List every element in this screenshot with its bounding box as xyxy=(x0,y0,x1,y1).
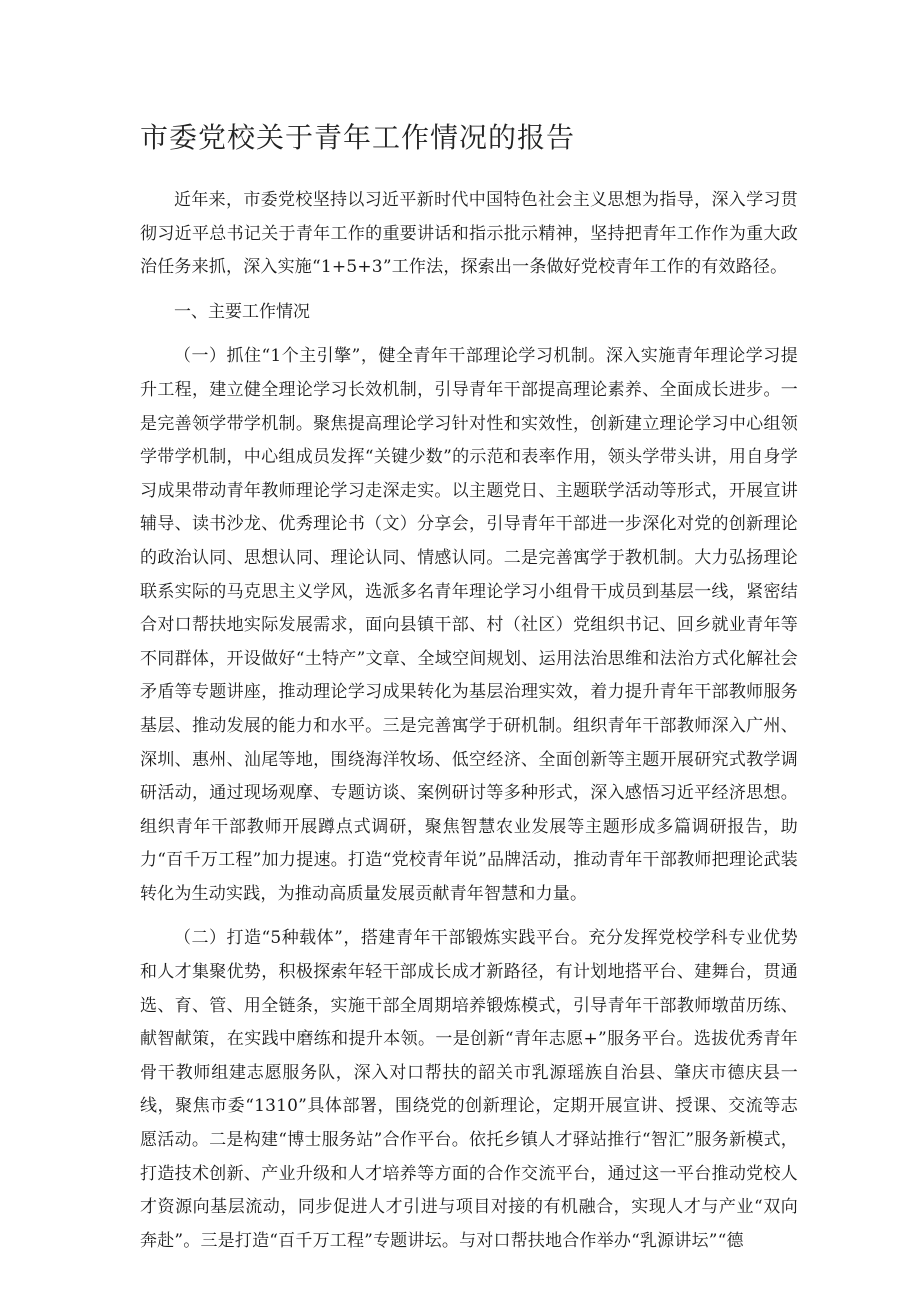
intro-paragraph: 近年来，市委党校坚持以习近平新时代中国特色社会主义思想为指导，深入学习贯彻习近平总书记关于青年工作的重要讲话和指示批示精神，坚持把青年工作作为重大政治任务来抓，深入实施“1+5+3”工作法，探索出一条做好党校青年工作的有效路径。 xyxy=(140,190,798,278)
document-title: 市委党校关于青年工作情况的报告 xyxy=(140,121,576,154)
section-heading: 一、主要工作情况 xyxy=(174,301,310,322)
paragraph-1: （一）抓住“1个主引擎”，健全青年干部理论学习机制。深入实施青年理论学习提升工程，建立健全理论学习长效机制，引导青年干部提高理论素养、全面成长进步。一是完善领学带学机制。聚焦提高理论学习针对性和实效性，创新建立理论学习中心组领学带学机制，中心组成员发挥“关键少数”的示范和表率作用，领头学带头讲，用自身学习成果带动青年教师理论学习走深走实。以主题党日、主题联学活动等形式，开展宣讲辅导、读书沙龙、优秀理论书（文）分享会，引导青年干部进一步深化对党的创新理论的政治认同、思想认同、理论认同、情感认同。二是完善寓学于教机制。大力弘扬理论联系实际的马克思主义学风，选派多名青年理论学习小组骨干成员到基层一线，紧密结合对口帮扶地实际发展需求，面向县镇干部、村（社区）党组织书记、回乡就业青年等不同群体，开设做好“土特产”文章、全域空间规划、运用法治思维和法治方式化解社会矛盾等专题讲座，推动理论学习成果转化为基层治理实效，着力提升青年干部教师服务基层、推动发展的能力和水平。三是完善寓学于研机制。组织青年干部教师深入广州、深圳、惠州、汕尾等地，围绕海洋牧场、低空经济、全面创新等主题开展研究式教学调研活动，通过现场观摩、专题访谈、案例研讨等多种形式，深入感悟习近平经济思想。组织青年干部教师开展蹲点式调研，聚焦智慧农业发展等主题形成多篇调研报告，助力“百千万工程”加力提速。打造“党校青年说”品牌活动，推动青年干部教师把理论武装转化为生动实践，为推动高质量发展贡献青年智慧和力量。 xyxy=(140,346,798,904)
document-page xyxy=(140,118,798,1258)
paragraph-2: （二）打造“5种载体”，搭建青年干部锻炼实践平台。充分发挥党校学科专业优势和人才集聚优势，积极探索年轻干部成长成才新路径，有计划地搭平台、建舞台，贯通选、育、管、用全链条，实施干部全周期培养锻炼模式，引导青年干部教师墩苗历练、献智献策，在实践中磨练和提升本领。一是创新“青年志愿+”服务平台。选拔优秀青年骨干教师组建志愿服务队，深入对口帮扶的韶关市乳源瑶族自治县、肇庆市德庆县一线，聚焦市委“1310”具体部署，围绕党的创新理论，定期开展宣讲、授课、交流等志愿活动。二是构建“博士服务站”合作平台。依托乡镇人才驿站推行“智汇”服务新模式，打造技术创新、产业升级和人才培养等方面的合作交流平台，通过这一平台推动党校人才资源向基层流动，同步促进人才引进与项目对接的有机融合，实现人才与产业“双向奔赴”。三是打造“百千万工程”专题讲坛。与对口帮扶地合作举办“乳源讲坛”“德 xyxy=(140,928,798,1251)
